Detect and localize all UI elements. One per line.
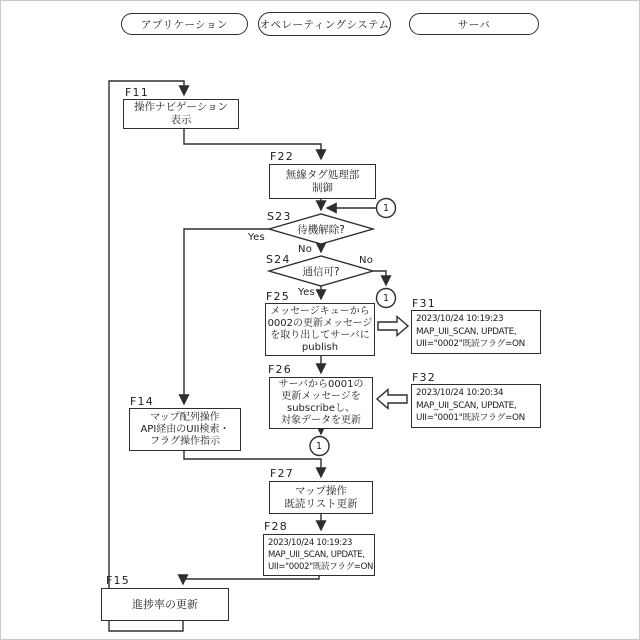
node-id-f15: F15 [106,574,130,587]
edge-s23-yes-to-f14 [184,229,269,404]
box-line: 2023/10/24 10:20:34 [416,388,504,399]
box-line: マップ配列操作 [150,411,220,423]
connector-number-top: 1 [382,202,390,214]
process-box-f22 [269,164,376,199]
box-line: 制御 [312,181,333,194]
box-line: 0002の更新メッセージ [267,317,373,329]
node-id-f14: F14 [130,395,154,408]
data-box-f31 [411,310,541,354]
process-box-f25 [265,303,375,356]
node-id-s24: S24 [266,253,291,266]
node-id-f32: F32 [412,371,436,384]
box-line: API経由のUII検索・ [140,423,230,435]
node-id-f28: F28 [264,520,288,533]
box-line: サーバから0001の [278,379,364,390]
lane-header-label: アプリケーション [141,18,228,31]
lane-header-operating-system [258,12,391,36]
process-box-f26 [269,377,373,429]
branch-label-s24-no: No [359,255,374,266]
box-line: 進捗率の更新 [132,597,198,611]
edge-f15-loop-to-f11 [109,81,184,631]
lane-header-label: オペレーティングシステム [259,18,390,31]
edge-f14-to-f27 [184,451,321,477]
connector-number-mid: 1 [382,292,390,304]
node-id-f27: F27 [270,467,294,480]
lane-header-application [121,13,248,35]
box-line: 表示 [170,114,192,126]
branch-label-s23-no: No [298,244,313,255]
data-box-f28 [263,534,375,576]
edge-f11-to-f22 [184,129,321,159]
branch-label-s23-yes: Yes [248,232,266,243]
connector-number-bottom: 1 [315,440,323,452]
box-line: 更新メッセージを [281,391,361,402]
process-box-f27 [269,481,373,514]
node-id-f31: F31 [412,297,436,310]
lane-header-server [409,13,539,35]
edge-f28-to-f15 [183,576,319,584]
box-line: メッセージキューから [270,305,370,317]
box-line: subscribeし、 [287,403,355,414]
node-id-f26: F26 [268,363,292,376]
decision-text-s23: 待機解除? [297,224,345,236]
data-transfer-arrow-left-icon [377,390,407,409]
process-box-f11 [123,99,239,129]
data-transfer-arrow-right-icon [378,317,408,336]
node-id-f22: F22 [270,150,294,163]
process-box-f15 [101,588,229,621]
edge-s24-no-to-connector1 [373,271,386,285]
box-line: publish [301,341,339,353]
box-line: 無線タグ処理部 [285,168,360,181]
process-box-f14 [129,408,241,451]
box-line: 既読リスト更新 [284,497,358,510]
data-box-f32 [411,384,541,428]
box-line: 2023/10/24 10:19:23 [268,537,353,548]
node-id-f11: F11 [125,86,149,99]
box-line: を取り出してサーバに [270,329,370,341]
box-line: MAP_UII_SCAN, UPDATE, [416,326,517,337]
box-line: MAP_UII_SCAN, UPDATE, [416,400,517,411]
node-id-s23: S23 [267,210,292,223]
decision-text-s24: 通信可? [302,266,340,278]
box-line: フラグ操作指示 [150,435,220,447]
box-line: MAP_UII_SCAN, UPDATE, [268,549,365,560]
box-line: UII="0002"既読フラグ=ON [268,562,374,573]
box-line: UII="0001"既読フラグ=ON [416,413,525,424]
box-line: 操作ナビゲーション [133,101,229,114]
box-line: 2023/10/24 10:19:23 [416,314,504,325]
node-id-f25: F25 [266,290,290,303]
box-line: 対象データを更新 [281,415,361,426]
branch-label-s24-yes: Yes [298,287,316,298]
box-line: マップ操作 [294,484,348,497]
box-line: UII="0002"既読フラグ=ON [416,339,525,350]
lane-header-label: サーバ [457,18,491,31]
